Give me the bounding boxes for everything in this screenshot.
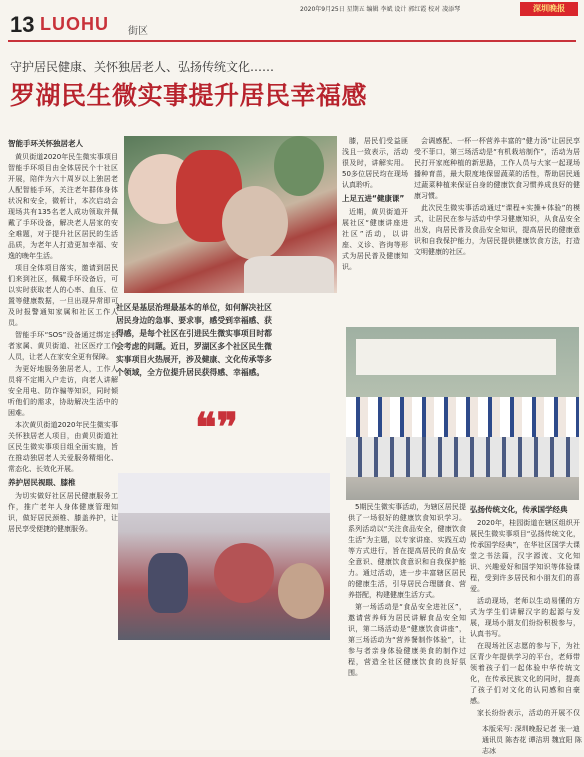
headline: 罗湖民生微实事提升居民幸福感	[10, 81, 368, 110]
article-column-6	[470, 502, 580, 720]
article-paragraph: 第一场活动是“食品安全进社区”，邀请营养师为居民讲解食品安全知识，第二场活动是“健康饮食讲座”，第三场活动为“营养餐制作体验”，让参与者亲身体验健康美食的制作过程，营造全社区健康饮食的良好氛围。	[348, 603, 466, 677]
article-paragraph: 本次黄贝街道2020年民生微实事关怀独居老人项目，由黄贝街道社区民生微实事项目组全面实施，旨在推动独居老人关爱服务精细化、常态化、长效化开展。	[8, 421, 118, 473]
article-paragraph: 在现场社区志愿的参与下，为社区青少年提供学习的平台，老师带领着孩子们一起体验中华传统文化，在传承民族文化的同时，提高了孩子们对文化的认同感和自豪感。	[470, 642, 580, 705]
article-paragraph: 为切实做好社区居民健康服务工作，推广老年人身体健康管理知识，做好居民颈椎、膝盖养护，让居民享受便捷的健康服务。	[8, 492, 118, 533]
article-paragraph: 膝，居民们受益匪浅且一致表示，活动很及时，讲解实用。50多位居民均在现场认真聆听。	[342, 137, 408, 189]
article-subheading: 智能手环关怀独居老人	[8, 139, 83, 148]
article-paragraph: 会调感配、一杯一杯营养丰富的“健力汤”让居民享受不菲口，第三场活动是“有机栽培制作”，活动为居民打开家庭种植的新思路，工作人员与大家一起现场播种育苗，最大限度地保留蔬菜的活性，帮助居民通过蔬菜种植来保证自身的健康饮食习惯养成良好的健康习惯。	[414, 137, 580, 200]
byline-credit	[482, 724, 584, 757]
credit-line-1: 本版采写: 深圳晚报记者 张一迪	[482, 725, 580, 733]
article-paragraph: 活动现场，老师以生动易懂的方式为学生们讲解汉字的起源与发展，现场小朋友们纷纷积极参与，认真书写。	[470, 597, 580, 638]
article-column-1	[8, 136, 118, 742]
sub-section-title: 街区	[128, 26, 148, 37]
article-subheading: 上足五进“健康课”	[342, 194, 405, 203]
article-paragraph: 智能手环“SOS”设备通过绑定长者家属、黄贝街道、社区医疗工作人员，让老人在家安全更有保障。	[8, 331, 118, 361]
community-health-activity-photo	[118, 473, 330, 640]
article-paragraph: 2020年，桂园街道在辖区组织开展民生微实事项目“弘扬传统文化，传承国学经典”，在华社区国学大课堂之书法篇，汉字源流、文化知识、兴趣爱好和国学知识等体验课程，受到许多居民和小朋友们的喜爱。	[470, 519, 580, 593]
article-column-3	[414, 136, 580, 321]
article-paragraph: 此次民生微实事活动通过“课程+实操+体验”的模式，让居民在参与活动中学习健康知识，从食品安全出发，向居民普及食品安全知识，提高居民的健康意识和自我保护能力，为居民提供健康饮食方法，打造文明健康的社区。	[414, 204, 580, 256]
credit-line-2: 通讯员 陈杏花 谭洁玥 魏宜阳 陈志冰	[482, 736, 582, 755]
article-column-5	[348, 502, 466, 734]
header-rule	[8, 40, 576, 42]
quote-mark-icon: ❝❞	[195, 404, 239, 451]
children-group-photo	[346, 327, 579, 500]
volunteers-assist-elderly-photo	[124, 136, 337, 293]
article-paragraph: 项目全体项目落实，邀请到居民们来到社区，佩戴手环设备后，可以实时获取老人的心率、血压、位置等健康数据，一旦出现异常即可及时报警通知家属和社区工作人员。	[8, 264, 118, 327]
article-paragraph: 家长纷纷表示，活动的开展不仅	[477, 709, 580, 717]
article-subheading: 弘扬传统文化，传承国学经典	[470, 505, 568, 514]
pull-quote: 社区是基层治理最基本的单位，如何解决社区居民身边的急事、要求事，感受到幸福感、获得感，是每个社区在引进民生微实事项目时都会考虑的问题。近日，罗湖区多个社区民生微实事项目火热展开，涉及健康、文化传承等多个领域，全方位提升居民获得感、幸福感。	[116, 303, 272, 377]
kicker: 守护居民健康、关怀独居老人、弘扬传统文化……	[10, 60, 275, 74]
issue-meta: 2020年9月25日 星期五 编辑 李斌 设计 郭红霞 校对 凌添琴	[300, 6, 461, 13]
page-number: 13	[10, 12, 35, 37]
article-column-2	[342, 136, 408, 321]
section-title: LUOHU	[40, 14, 109, 34]
page-header	[0, 0, 584, 44]
article-paragraph: 近期，黄贝街道开展社区“健康讲座进社区”活动，以讲座、义诊、咨询等形式为居民普及健康知识。	[342, 208, 408, 271]
article-subheading: 养护居民视眼、膝椎	[8, 478, 76, 487]
article-paragraph: 为更好地服务独居老人，工作人员将不定期入户走访，向老人讲解安全用电、防诈骗等知识，同时倾听他们的需求，协助解决生活中的困难。	[8, 365, 118, 417]
article-paragraph: 5期民生微实事活动，为辖区居民提供了一场很好的健康饮食知识学习。系列活动以“关注食品安全，健康饮食生活”为主题，以专家讲座、实践互动等方式进行，旨在提高居民的食品安全意识、健康饮食意识和自我保护能力。通过活动，进一步丰富辖区居民的健康生活，引导居民合理膳食、营养搭配，构建健康生活方式。	[348, 503, 466, 599]
newspaper-logo: 深圳晚报	[520, 2, 578, 16]
article-paragraph: 黄贝街道2020年民生微实事项目智能手环项目由全体居民个十社区开展，陪伴为六十周岁以上独居老人配智能手环，关注老年群体身体状况和安全，微析计，本次启动会现场共有135名老人成功领取并佩戴了手环设备，解决老人居家的安全难题，对于提升社区居民的生活品质，为老年人打造更加幸福、安逸的晚年生活。	[8, 153, 118, 260]
